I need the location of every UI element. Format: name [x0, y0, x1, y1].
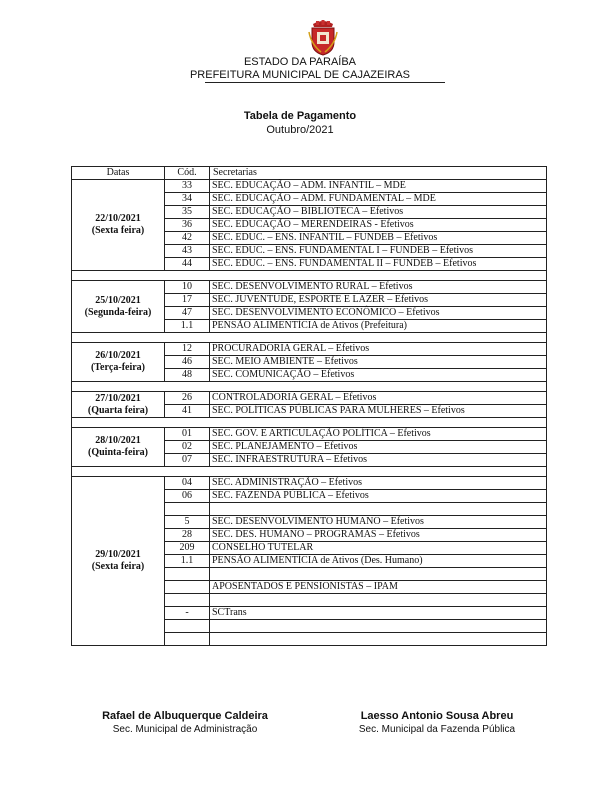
department-cell: SEC. EDUCAÇÃO – ADM. INFANTIL – MDE	[210, 180, 547, 193]
signatory-role: Sec. Municipal da Fazenda Pública	[358, 724, 516, 735]
signatory-role: Sec. Municipal de Administração	[112, 724, 258, 735]
code-cell	[165, 581, 210, 594]
code-cell: 48	[165, 369, 210, 382]
weekday: (Sexta feira)	[91, 561, 145, 572]
code-cell: 5	[165, 516, 210, 529]
code-cell: 42	[165, 232, 210, 245]
coat-of-arms-icon	[307, 18, 339, 56]
department-cell: SEC. JUVENTUDE, ESPORTE E LAZER – Efetivos	[210, 294, 547, 307]
code-cell: 17	[165, 294, 210, 307]
spacer-row	[72, 467, 547, 477]
department-cell: SEC. EDUC. – ENS. INFANTIL – FUNDEB – Efetivos	[210, 232, 547, 245]
code-cell: 28	[165, 529, 210, 542]
department-cell: SEC. EDUC. – ENS. FUNDAMENTAL II – FUNDEB – Efetivos	[210, 258, 547, 271]
signatory-name: Laesso Antonio Sousa Abreu	[360, 710, 514, 722]
department-cell: SEC. ADMINISTRAÇÃO – Efetivos	[210, 477, 547, 490]
weekday: (Terça-feira)	[90, 362, 146, 373]
code-cell: 26	[165, 392, 210, 405]
department-cell: PENSÃO ALIMENTÍCIA de Ativos (Des. Humano)	[210, 555, 547, 568]
signature-block-finance	[327, 710, 547, 736]
code-cell: 46	[165, 356, 210, 369]
date-cell	[72, 477, 165, 646]
weekday: (Sexta feira)	[91, 225, 145, 236]
code-cell: 34	[165, 193, 210, 206]
code-cell: 01	[165, 428, 210, 441]
code-cell: 33	[165, 180, 210, 193]
signature-block-administration	[75, 710, 295, 736]
weekday: (Quinta-feira)	[88, 447, 148, 458]
date-cell	[72, 428, 165, 467]
code-cell: 47	[165, 307, 210, 320]
department-cell: CONTROLADORIA GERAL – Efetivos	[210, 392, 547, 405]
department-cell: SEC. EDUCAÇÃO – MERENDEIRAS - Efetivos	[210, 219, 547, 232]
department-cell: PROCURADORIA GERAL – Efetivos	[210, 343, 547, 356]
header-code: Cód.	[165, 167, 210, 180]
spacer-row	[72, 333, 547, 343]
department-cell: SEC. PLANEJAMENTO – Efetivos	[210, 441, 547, 454]
department-cell: CONSELHO TUTELAR	[210, 542, 547, 555]
code-cell: 41	[165, 405, 210, 418]
code-cell: 06	[165, 490, 210, 503]
department-cell: SEC. EDUC. – ENS. FUNDAMENTAL I – FUNDEB – Efetivos	[210, 245, 547, 258]
signatory-name: Rafael de Albuquerque Caldeira	[102, 710, 268, 722]
department-cell: PENSÃO ALIMENTÍCIA de Ativos (Prefeitura)	[210, 320, 547, 333]
code-cell: -	[165, 607, 210, 620]
department-cell: SEC. DESENVOLVIMENTO ECONÔMICO – Efetivos	[210, 307, 547, 320]
code-cell: 12	[165, 343, 210, 356]
document-period: Outubro/2021	[266, 124, 334, 136]
department-cell: SEC. FAZENDA PÚBLICA – Efetivos	[210, 490, 547, 503]
date: 28/10/2021	[95, 435, 141, 446]
code-cell: 02	[165, 441, 210, 454]
code-cell: 44	[165, 258, 210, 271]
date-cell	[72, 343, 165, 382]
code-cell: 07	[165, 454, 210, 467]
code-cell: 04	[165, 477, 210, 490]
header-department: Secretarias	[210, 167, 547, 180]
spacer-row	[72, 418, 547, 428]
department-cell: SEC. POLÍTICAS PÚBLICAS PARA MULHERES – Efetivos	[210, 405, 547, 418]
date: 25/10/2021	[95, 294, 141, 306]
weekday: (Segunda-feira)	[84, 306, 152, 318]
table-row	[72, 428, 547, 441]
department-cell: SEC. EDUCAÇÃO – ADM. FUNDAMENTAL – MDE	[210, 193, 547, 206]
code-cell: 43	[165, 245, 210, 258]
department-cell: SEC. DESENVOLVIMENTO HUMANO – Efetivos	[210, 516, 547, 529]
date: 27/10/2021	[95, 392, 141, 404]
code-cell: 1.1	[165, 320, 210, 333]
table-row	[72, 392, 547, 405]
department-cell: SEC. DESENVOLVIMENTO RURAL – Efetivos	[210, 281, 547, 294]
department-cell: SEC. EDUCAÇÃO – BIBLIOTECA – Efetivos	[210, 206, 547, 219]
department-cell: SEC. DES. HUMANO – PROGRAMAS – Efetivos	[210, 529, 547, 542]
department-cell: SCTrans	[210, 607, 547, 620]
date-cell	[72, 180, 165, 271]
spacer-row	[72, 271, 547, 281]
code-cell: 10	[165, 281, 210, 294]
table-header-row	[72, 167, 547, 180]
weekday: (Quarta feira)	[87, 404, 149, 416]
code-cell: 209	[165, 542, 210, 555]
department-cell: SEC. MEIO AMBIENTE – Efetivos	[210, 356, 547, 369]
code-cell: 35	[165, 206, 210, 219]
table-row	[72, 477, 547, 490]
department-cell: SEC. INFRAESTRUTURA – Efetivos	[210, 454, 547, 467]
state-name: ESTADO DA PARAÍBA	[243, 56, 357, 68]
document-title: Tabela de Pagamento	[243, 110, 357, 122]
department-cell: SEC. COMUNICAÇÃO – Efetivos	[210, 369, 547, 382]
department-cell: SEC. GOV. E ARTICULAÇÃO POLÍTICA – Efetivos	[210, 428, 547, 441]
date-cell	[72, 392, 165, 418]
department-cell: APOSENTADOS E PENSIONISTAS – IPAM	[210, 581, 547, 594]
table-row	[72, 180, 547, 193]
table-row	[72, 281, 547, 294]
header-divider	[205, 82, 445, 83]
header-date: Datas	[72, 167, 165, 180]
spacer-row	[72, 382, 547, 392]
city-hall-name: PREFEITURA MUNICIPAL DE CAJAZEIRAS	[189, 69, 411, 81]
date: 29/10/2021	[95, 549, 141, 560]
table-row	[72, 343, 547, 356]
date: 26/10/2021	[95, 350, 141, 361]
code-cell: 1.1	[165, 555, 210, 568]
payment-table	[71, 166, 547, 646]
code-cell: 36	[165, 219, 210, 232]
date-cell	[72, 281, 165, 333]
date: 22/10/2021	[95, 213, 141, 224]
